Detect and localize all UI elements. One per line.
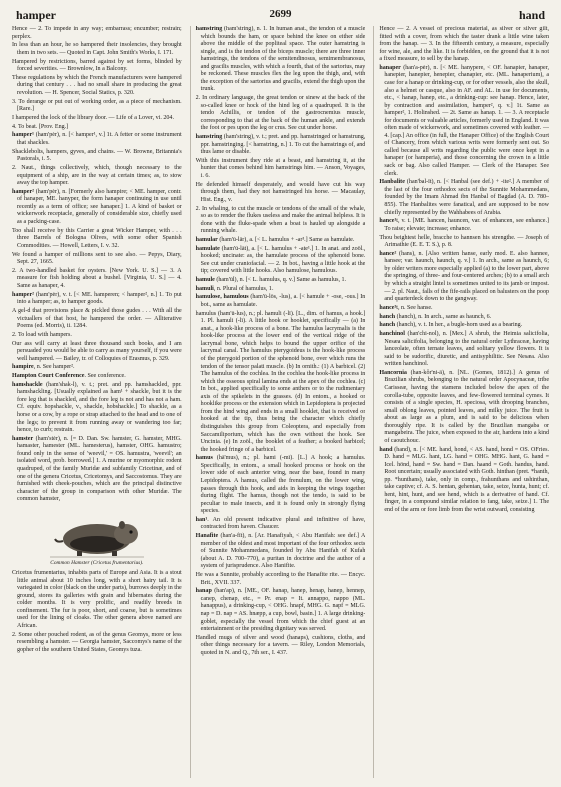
dictionary-entry: 2. A two-handled basket for oysters. [New York. U. S.] — 3. A measure for fish holding about a bushel. [Virginia, U. S.] — 4. Same as hanaper, 4. bbox=[12, 267, 182, 289]
dictionary-entry: Hampton Court Conference. See conference. bbox=[12, 373, 126, 380]
dictionary-entry: hanch (hanch), n. In arch., same as haunch, 6. bbox=[379, 313, 492, 320]
dictionary-entry: We found a hamper of millions sent to see also. — Pepys, Diary, Sept. 27, 1665. bbox=[12, 251, 182, 266]
column-middle bbox=[190, 26, 366, 778]
figure-caption: Common Hamster (Cricetus frumentarius). bbox=[50, 559, 144, 566]
dictionary-entry: hamper² (ham'pėr), n. [Formerly also hampire; < ME. hamper, contr. of hanaper, ME. hanyper, the form hanaper continuing in use until recently as a term of office; see hanaper.] 1. A kind of basket or wickerwork receptacle, generally of considerable size, chiefly used as a packing-case. bbox=[12, 188, 182, 225]
dictionary-entry: A gel-d that provisions place & pickled those gudes . . . With all the victuallers of that host, he hampered the order. — Alliterative Poems (ed. Morris), ii. 1284. bbox=[12, 307, 182, 330]
entry-headword: hamstring bbox=[195, 134, 223, 141]
dictionary-entry: Hampered by restrictions, barred against by set forms, blinded by forced severities. — Brownlow, In a Balcony. bbox=[12, 58, 182, 73]
dictionary-entry: han¹. An old present indicative plural and infinitive of have, contracted from haven. Chaucer. bbox=[195, 516, 366, 531]
dictionary-entry: 4. To beat. [Prov. Eng.] bbox=[12, 123, 69, 130]
column-left-entries-continued bbox=[12, 570, 182, 654]
dictionary-entry: hamster (ham'stėr), n. [= D. Dan. Sw. hamster, G. hamster, MHG. hamaster, hamester (ML. hamesterus), hamster, OHG. hamustro; found only in the sense of 'weevil,' = OS. hamustra, 'weevil'; an isolated word, prob. borrowed.] 1. A murine or myomorphic rodent quadruped, of the family Muridæ and subfamily Cricetinæ, and of one of the genera Cricetus, Cricetomys, and Saccostomus. They are furnished with cheek-pouches, which are the principal distinctive character of the group in comparison with other Muridæ. The common hamster, bbox=[12, 435, 182, 503]
entry-headword: hamus bbox=[195, 455, 213, 462]
entry-headword: hamper¹ bbox=[12, 132, 34, 139]
dictionary-entry: Hence — 2. To impede in any way; embarrass; encumber; restrain; perplex. bbox=[12, 26, 182, 40]
hamster-figure bbox=[12, 507, 182, 566]
dictionary-columns bbox=[12, 26, 549, 778]
dictionary-entry: hamstring (ham'string), n. 1. In human anat., the tendon of a muscle which bounds the ham, or space behind the knee on either side above the middle of the popliteal space. The outer hamstring is single, and is the tendon of the biceps muscle; there are three inner hamstrings, the tendons of the semitendinosus, semimembranosus, and gracilis muscles, with which a fourth, that of the sartorius, may be reckoned. These muscles flex the leg upon the thigh, and, with the exception of the sartorius and gracilis, extend the thigh upon the trunk. bbox=[195, 26, 366, 93]
dictionary-entry: 2. In ordinary language, the great tendon or sinew at the back of the so-called knee or hock of the hind leg of a quadruped. It is the tendo Achillis, or tendon of the gastrocnemius muscle, corresponding to that at the back of the human ankle, and extends the foot or pes upon the leg or crus. See cut under horse. bbox=[195, 95, 366, 132]
running-head-left: hamper bbox=[16, 8, 56, 22]
entry-headword: hanch bbox=[379, 313, 396, 320]
dictionary-entry: 2. In whaling, to cut the muscle or tendons of the small of the whale, so as to render the flukes useless and make the animal helpless. It is done with the fluke-spade when a boat is hauled up alongside a running whale. bbox=[195, 205, 366, 235]
entry-headword: hamular bbox=[195, 236, 218, 243]
dictionary-entry: He was a Sunnite, probably according to the Hanafite rite. — Encyc. Brit., XVII. 337. bbox=[195, 572, 366, 586]
dictionary-entry: Thou beightest helle, bracche to hannsen his strengthe. — Joseph of Arimathie (E. E. T. S.), p. 8. bbox=[379, 234, 550, 249]
entry-headword: hance¹ bbox=[379, 218, 397, 225]
dictionary-entry: hand (hand), n. [< ME. hand, hond, < AS. hand, hond = OS. OFries. D. hand = MLG. hant, LG. hand = OHG. MHG. hant, G. hand = Icel. hönd, hand = Sw. hand = Dan. haand = Goth. handus, hand. Root uncertain; usually associated with Goth. hinthan (pret. *hanth, pp. *hunthans), take, only in comp., frahunthans and ushinthan, take captive; cf. A. S. hentan, gehentan, take, seize, hunta, hunt; cf. hent, hint, hunt, and see hend, which is a derivative of hand. Cf. finger, in a compound similar relation to fang, take, seize.] 1. The end of the arm or fore limb from the wrist outward, consisting bbox=[379, 446, 550, 513]
dictionary-entry: Hancornia (han-kôr'ni-ä), n. [NL. (Gomes, 1812).] A genus of Brazilian shrubs, belonging to the natural order Apocynaceæ, tribe Carisseæ, having the stamens included below the apex of the corolla-tube, opposite leaves, and few-flowered terminal cymes. It consists of a single species, H. speciosa, with drooping branches, small oblong leaves, pointed leaves, and milky juice. The fruit is about as large as a plum, and is said to be delicious when thoroughly ripe. It is called by the Brazilian mangaba or mangabeira. The juice, when exposed to the air, hardens into a kind of caoutchouc. bbox=[379, 369, 550, 444]
entry-headword: hanaper bbox=[379, 64, 401, 71]
entry-headword: Hanafite bbox=[195, 533, 219, 540]
dictionary-entry: hamulate (ham'ū-lāt), a. [< L. hamulus + -ate¹.] 1. In anat. and zoöl., hooked; uncinate: as, the hamulate process of the sphenoid bone. See cut under craniofacial. — 2. In bot., having a little hook at the tip; covered with little hooks. Also hamulose, hamulous. bbox=[195, 245, 366, 275]
entry-headword: hance² bbox=[379, 250, 397, 257]
column-left-entries bbox=[12, 26, 182, 504]
entry-headword: hamule bbox=[195, 277, 215, 283]
entry-headword: han¹ bbox=[195, 516, 208, 523]
entry-headword: Hampton Court Conference bbox=[12, 373, 85, 380]
dictionary-entry: hamule (ham'ūl), n. [< L. hamulus, q. v.] Same as hamulus, 1. bbox=[195, 277, 347, 283]
entry-headword: hanchinol bbox=[379, 331, 405, 338]
entry-headword: hamper² bbox=[12, 291, 34, 298]
column-right bbox=[373, 26, 549, 778]
dictionary-entry: Shacklebolts, hampers, gyves, and chains. — W. Browne, Britannia's Pastorals, i. 5. bbox=[12, 148, 182, 163]
entry-headword: hamper² bbox=[12, 188, 34, 195]
dictionary-entry: hanch (hanch), v. t. In her., a bugle-horn used as a bearing. bbox=[379, 322, 523, 329]
dictionary-entry: Our ass will carry at least three thousand such books, and I am persuaded you would be able to carry as many yourself, if you were well hampered. — Bailey, tr. of Colloquies of Erasmus, p. 329. bbox=[12, 340, 182, 362]
dictionary-entry: Handled mugs of silver and wood (hanaps), cushions, cloths, and other things necessary for a tavern. — Riley, London Memorials, quoted in N. and Q., 7th ser., I. 437. bbox=[195, 634, 366, 656]
dictionary-entry: Hanafite (han'a-fīt), n. [Ar. Hanafiyah, < Abu Hanifah: see def.] A member of the oldest and most important of the four orthodox sects of Sunnite Mohammedans, founded by Abu Hanifah of Kufah (about A. D. 700–770), a puritan in doctrine and the author of a system of jurisprudence. Also Hanifite. bbox=[195, 533, 366, 570]
dictionary-entry: I hampered the lock of the library door. — Life of a Lover, vi. 204. bbox=[12, 114, 174, 121]
dictionary-entry: hamstring (ham'string), v. t.; pret. and pp. hamstringed or hamstrung, ppr. hamstringing. [< hamstring, n.] 1. To cut the hamstrings of, and thus lame or disable. bbox=[195, 134, 366, 156]
dictionary-entry: 2. To load with hampers. bbox=[12, 331, 72, 338]
dictionary-entry: hamular (ham'ū-lär), a. [< L. hamulus + -ar³.] Same as hamulate. bbox=[195, 236, 355, 243]
entry-headword: Hanbalite bbox=[379, 179, 405, 186]
dictionary-entry: hamper² (ham'pėr), v. t. [< ME. hamperen; < hamper², n.] 1. To put into a hamper; as, to hamper goods. bbox=[12, 291, 182, 306]
dictionary-entry: hamus (hā'mus), n.; pl. hami (-mī). [L.] A hook; a hamulus. Specifically, in entom., a small hooked process or hook on the lower side of each anterior wing, near the base, found in many Lepidoptera. A hamus, called the frenulum, on the lower wing, passes through this hook, and aids in keeping the wings together during flight. The hamus, though not the tendo, is said to be peculiar to male insects, and it is found only in strongly flying species. bbox=[195, 455, 366, 515]
entry-headword: hamster bbox=[12, 435, 34, 442]
dictionary-entry: hamulus (ham'ū-lus), n.; pl. hamuli (-lī). [L., dim. of hamus, a hook.] 1. Pl. hamuli (-lī). A little hook or hooklet, specifically — (a) In anat., a hook-like process of a bone. The hamulus lacrymalis is the hook-like process at the lower end of the vertical ridge of the lacrymal bone, which helps to bound the upper orifice of the lacrymal canal. The hamulus pterygoideus is the hook-like process of the pterygoid portion of the sphenoid bone, over which runs the tendon of the tensor palati muscle. (b) In ornith.: (1) A barbicel. (2) The hamulus of the cochlea. In the cochlea the hook-like process in which the osseous spiral lamina ends at the apex of the cochlea. (c) In bot., applied specifically to some anthers or to the rudimentary axis of the spikelets in the grasses. (d) In entom., a hooked or hooklike process or the extension which in Lepidoptera is projected from the hind wing and ends in a small hooklet, that is received or hooked at the tip, thus being the character which chiefly distinguishes this group from Coleoptera, and especially from Saccamiliporium, which has the own without the hook. See Uncinia. (e) In zoöl., the booklet of a feather; a booked barbicel; the hooked fringe of a barbicel. bbox=[195, 310, 366, 453]
entry-headword: hand bbox=[379, 446, 393, 453]
entry-headword: hamstring bbox=[195, 26, 223, 32]
dictionary-entry: 2. Some other pouched rodent, as of the genus Geomys, more or less resembling a hamster. — Georgia hamster, Saccomys's name of the gopher of the southern United States, Geomys tuza. bbox=[12, 631, 182, 653]
entry-headword: hamuli bbox=[195, 285, 214, 292]
dictionary-entry: hanap (han'ap), n. [ME., OF. hanap, hanep, henap, hanep, hennep, canep, chenap, etc., = Pr. enap = It. annappo, nappo (ML. hanappus), a drinking-cup, < OHG. hnapf, MHG. G. napf = MLG. nap = D. nap = AS. hnæpp, a cup, bowl, basin.] 1. A large drinking-goblet, especially the vessel from which the chief guest at an entertainment or the presiding dignitary was served. bbox=[195, 588, 366, 633]
entry-headword: Hancornia bbox=[379, 369, 407, 376]
dictionary-entry: Too shall receive by this Carrier a great Wicker Hamper, with . . . three Barrels of Bologna Olives, with some other Spanish Commodities. — Howell, Letters, I. v. 32. bbox=[12, 227, 182, 249]
dictionary-entry: hanaper (han'a-pėr), n. [< ME. hanypere, < OF. hanapier, hanaper, hanepier, hanepier, henepier, chanapier, etc. (ML. hanaperium), a case for a hanap or drinking-cup, or for other vessels, also the skull, also a helmet or casque, also in AF. and AL. in use for documents, etc., < hanap, hanep, etc., a drinking-cup: see hanap. Hence, later, by contraction and assimilation, hamper², q. v.] 1t. Same as hamper², 1. Holinshed. — 2t. Same as hanap. 1. — 3. A receptacle for documents or valuable articles, formerly used in England. It was often made of wickerwork, and sometimes covered with leather. — 4. [cap.] An office (in full, the Hanaper Office) of the English Court of Chancery, from which various writs were formerly sent out. So called because all writs regarding the public were once kept in a hanaper (or hamperia), and those concerning the crown in a little sack or bag. Also called Hamper. — Clerk of the Hanaper. See clerk. bbox=[379, 64, 550, 177]
dictionary-entry: With this instrument they ride at a beast, and hamstring it, at the hunter that comes behind him hamstrings him. — Anson, Voyages, i. 6. bbox=[195, 157, 366, 179]
page-number: 2699 bbox=[269, 8, 292, 20]
entry-headword: hampire bbox=[12, 364, 34, 371]
entry-headword: hamshackle bbox=[12, 381, 43, 388]
dictionary-entry: Hence — 2. A vessel of precious material, as silver or silver gilt, fitted with a cover, from which the taster drank a little wine taken from the hanap. — 3. In the fifteenth century, a measure, especially for wine, ale, and the like. It is forbidden, on the ground that it is not a fixed measure, to sell by the hanap. bbox=[379, 26, 550, 63]
dictionary-entry: hance³t, n. See hanse. bbox=[379, 304, 433, 311]
dictionary-entry: hamper¹ (ham'pėr), n. [< hamper¹, v.] 1t. A fetter or some instrument that shackles. bbox=[12, 132, 182, 146]
dictionary-entry: These regulations by which the French manufacturers were hampered during that century . . . had no small share in producing the great revolution. — H. Spencer, Social Statics, p. 320. bbox=[12, 74, 182, 96]
entry-headword: hamulose, hamulous bbox=[195, 294, 249, 301]
dictionary-entry: Cricetus frumentarius, inhabits parts of Europe and Asia. It is a stout little animal about 10 inches long, with a short hairy tail. It is variegated in color (black on the under parts), burrows deeply in the ground, stores its galleries with grain and hibernates during the colder months. It is very prolific, and readily breeds in confinement. The fur is poor, short, and coarse, but is sometimes used for the lining of cloaks. The other genera above named are African. bbox=[12, 570, 182, 629]
dictionary-entry: Hanbalite (han'bal-īt), n. [< Hanbal (see def.) + -ite².] A member of the last of the four orthodox sects of the Sunnite Mohammedans, founded by the Imam Ahmad ibn Hanbal of Bagdad (A. D. 780–855). The Hanbalites were fanatical, and are supposed to be now chiefly represented by the Wahhabees of Arabia. bbox=[379, 179, 550, 216]
dictionary-entry: 3. To derange or put out of working order, as a piece of mechanism. [Rare.] bbox=[12, 98, 182, 113]
hamster-engraving-icon bbox=[42, 507, 152, 559]
dictionary-entry: He defended himself desperately, and would have cut his way through them, had they not hamstringed his horse. — Macaulay, Hist. Eng., v. bbox=[195, 181, 366, 203]
dictionary-entry: hanchinol (han'chi-nol), n. [Mex.] A shrub, the Heimia salicifolia, Nesæa salicifolia, belonging to the natural order Lythraceæ, having lanceolate, often ternate leaves, and solitary yellow flowers. It is said to be sudorific, diuretic, and antisyphilitic. See Nesæa. Also written hanchinol. bbox=[379, 331, 550, 368]
entry-headword: hance³ bbox=[379, 304, 397, 311]
entry-headword: hanch bbox=[379, 322, 396, 329]
entry-headword: hanap bbox=[195, 588, 212, 595]
running-head bbox=[12, 6, 549, 24]
dictionary-entry: hamuli, n. Plural of hamulus, 1. bbox=[195, 285, 274, 292]
dictionary-entry: In less than an hour, he so hampered their insolencies, they brought them in two sets. — Quoted in Capt. John Smith's Works, I. 171. bbox=[12, 42, 182, 56]
dictionary-entry: hance² (hans), n. [Also written hanse, early mod. E. also hannee, hansee; var. haunch, haunch, q. v.] 1. In arch., same as haunch, 6; by older writers more especially applied (a) to the lower part, above the springing, of three- and four-centered arches; (b) to a small arch by which a straight lintel is sometimes united to its jamb or impost. — 2. pl. Naut., falls of the fife-rails placed on balusters on the poop and quarterdeck down to the gangway. bbox=[379, 250, 550, 303]
dictionary-entry: 2. Naut., things collectively, which, though necessary to the equipment of a ship, are in the way at certain times; as, to stow away the top hamper. bbox=[12, 164, 182, 187]
dictionary-entry: hamshackle (ham'shak-l), v. t.; pret. and pp. hamshackled, ppr. hamshackling. [Usually explained as ham¹ + shackle, but it is the fore leg that is shackled, and the fore leg is not and has not a ham. Cf. equiv. hopshackle, v., shackle, hobshackle.] To shackle, as a horse or a cow, by a rope or strap attached to the head and to one of the legs; to prevent it from running away or wandering too far; hence, to curb; restrain. bbox=[12, 381, 182, 434]
entry-headword: hamulate bbox=[195, 245, 220, 252]
column-left bbox=[12, 26, 182, 778]
dictionary-entry: hamulose, hamulous (ham'ū-lōs, -lus), a. [< hamule + -ose, -ous.] In bot., same as hamulate. bbox=[195, 294, 366, 309]
dictionary-entry: hampire, n. See hamper². bbox=[12, 364, 75, 371]
dictionary-entry: hance¹t, v. t. [ME. hancen, hauncen, var. of enhancen, see enhance.] To raise; elevate; increase; enhance. bbox=[379, 218, 550, 232]
running-head-right: hand bbox=[518, 8, 545, 22]
